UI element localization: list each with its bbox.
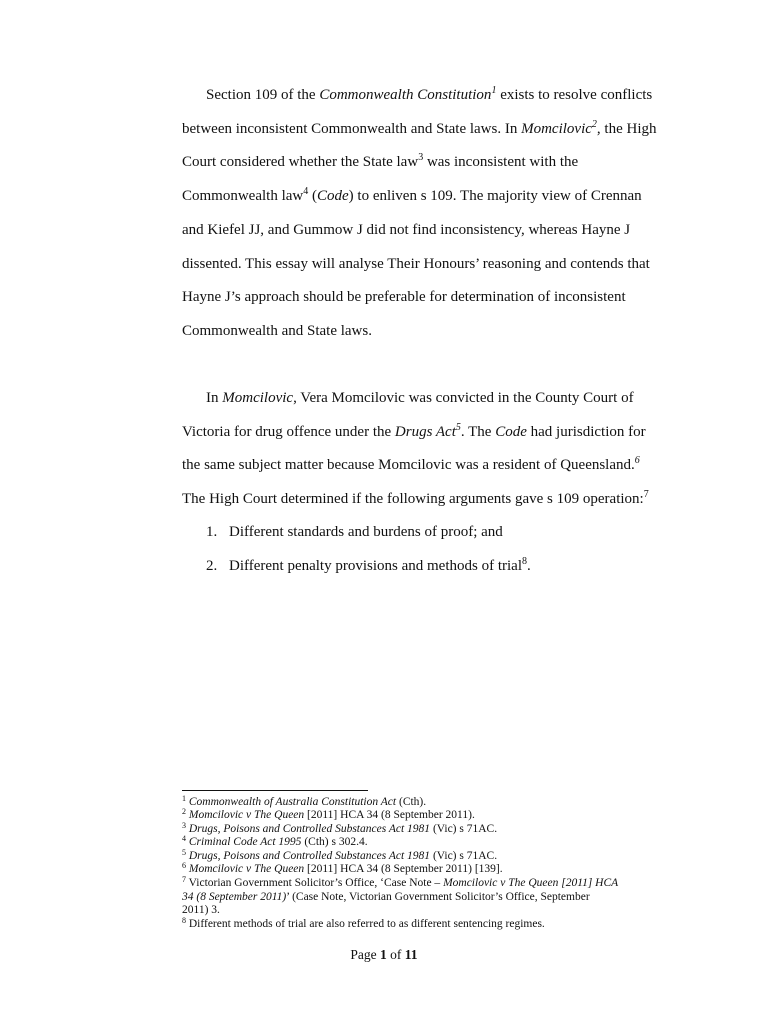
list-item-number-1: 1. [206, 524, 218, 540]
footnote-ref-4[interactable]: 4 [303, 186, 309, 197]
paragraph-1-line-5: and Kiefel JJ, and Gummow J did not find inconsistency, whereas Hayne J [182, 222, 631, 238]
paragraph-2-line-1: In Momcilovic, Vera Momcilovic was convicted in the County Court of [206, 390, 634, 406]
footnote-4: $^4$ Criminal Code Act 1995 (Cth) s 302.4. [182, 834, 368, 848]
footnote-ref-7[interactable]: 7 [643, 489, 649, 500]
footnote-7-line-3: 2011) 3. [182, 904, 220, 916]
page-number-footer: Page 1 of 11 [350, 947, 418, 962]
footnote-2: $^2$ Momcilovic v The Queen [2011] HCA 34 (8 September 2011). [182, 807, 475, 821]
footnote-ref-5[interactable]: 5 [455, 422, 461, 433]
paragraph-1-line-7: Hayne J’s approach should be preferable for determination of inconsistent [182, 289, 626, 305]
footnote-ref-8[interactable]: 8 [522, 556, 527, 567]
list-item-2: Different penalty provisions and methods of trial$^8$. [229, 556, 531, 574]
footnote-8: $^8$ Different methods of trial are also referred to as different sentencing regimes. [182, 916, 545, 930]
footnote-ref-6[interactable]: 6 [634, 455, 640, 466]
paragraph-1-line-2: between inconsistent Commonwealth and State laws. In Momcilovic$^2$, the High [182, 119, 657, 137]
footnote-ref-3[interactable]: 3 [418, 152, 424, 163]
footnote-5: $^5$ Drugs, Poisons and Controlled Substances Act 1981 (Vic) s 71AC. [182, 848, 498, 862]
paragraph-2-line-3: the same subject matter because Momcilovic was a resident of Queensland.$^6$ [182, 455, 640, 473]
paragraph-1-line-3: Court considered whether the State law$^3$ was inconsistent with the [182, 152, 579, 170]
footnote-7-line-1: $^7$ Victorian Government Solicitor’s Office, ‘Case Note – Momcilovic v The Queen [2011] HCA [182, 875, 619, 889]
list-item-number-2: 2. [206, 558, 218, 574]
footnote-1: $^1$ Commonwealth of Australia Constitution Act (Cth). [182, 794, 427, 808]
footnote-ref-1[interactable]: 1 [491, 85, 497, 96]
paragraph-1-line-1: Section 109 of the Commonwealth Constitution$^1$ exists to resolve conflicts [206, 85, 653, 103]
paragraph-1-line-6: dissented. This essay will analyse Their Honours’ reasoning and contends that [182, 256, 650, 272]
footnote-ref-2[interactable]: 2 [591, 119, 597, 130]
footnote-6: $^6$ Momcilovic v The Queen [2011] HCA 34 (8 September 2011) [139]. [182, 861, 503, 875]
total-page-count: 11 [404, 947, 418, 962]
current-page-number: 1 [380, 947, 387, 962]
paragraph-1-line-4: Commonwealth law$^4$ (Code) to enliven s 109. The majority view of Crennan [182, 186, 642, 204]
list-item-1: Different standards and burdens of proof; and [229, 524, 503, 540]
footnote-7-line-2: 34 (8 September 2011)’ (Case Note, Victorian Government Solicitor’s Office, September [182, 891, 590, 903]
footnote-3: $^3$ Drugs, Poisons and Controlled Substances Act 1981 (Vic) s 71AC. [182, 821, 498, 835]
paragraph-2-line-2: Victoria for drug offence under the Drugs Act$^5$. The Code had jurisdiction for [182, 422, 646, 440]
paragraph-1-line-8: Commonwealth and State laws. [182, 323, 372, 339]
paragraph-2-line-4: The High Court determined if the following arguments gave s 109 operation:$^7$ [182, 489, 649, 507]
footnote-separator [182, 790, 368, 791]
